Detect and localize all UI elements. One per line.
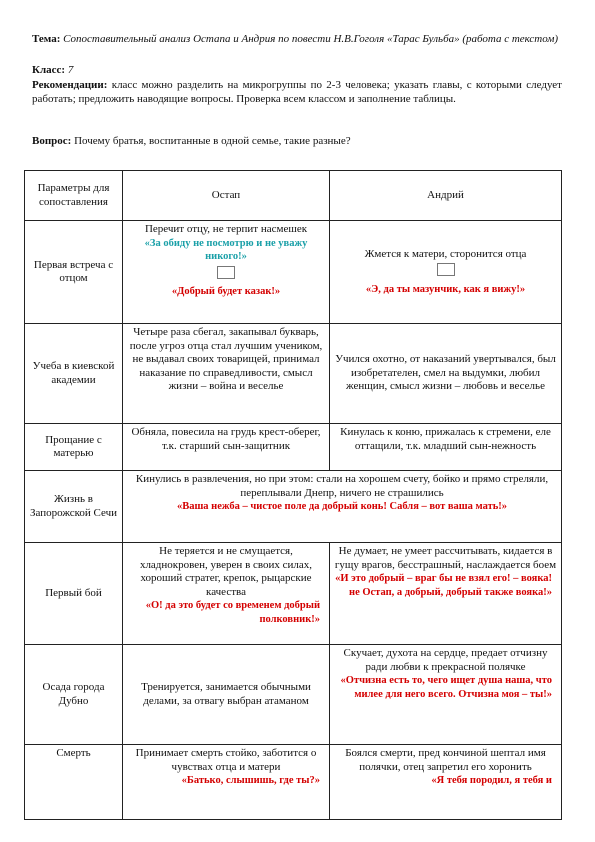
andriy-text: Кинулась к коню, прижалась к стремени, еле оттащили, т.к. младший сын-нежность [330,424,562,471]
image-placeholder-icon [217,266,235,279]
comparison-table [24,170,562,820]
table-row [25,424,562,471]
andriy-cell [330,645,562,745]
ostap-text: Тренируется, занимается обычными делами, за отвагу выбран атаманом [123,645,330,745]
andriy-quote: «Э, да ты мазунчик, как я вижу!» [365,283,526,295]
table-row [25,471,562,543]
ostap-quote: «О! да это будет со временем добрый полковник!» [145,600,320,625]
andriy-cell [330,543,562,645]
andriy-text: Не думает, не умеет рассчитывать, кидается в гущу врагов, бесстрашный, наслаждается боем [334,545,557,571]
ostap-text: Не теряется и не смущается, хладнокровен, уверен в своих силах, хороший стратег, крепок, рыцарские качества [139,545,313,598]
ostap-text: Обняла, повесила на грудь крест-оберег, т.к. старший сын-защитник [123,424,330,471]
table-row [25,543,562,645]
ostap-quote: «Батько, слышишь, где ты?» [181,775,320,786]
ostap-quote: «За обиду не посмотрю и не уважу никого!» [144,237,308,262]
header-ostap: Остап [123,171,330,221]
andriy-text: Боялся смерти, пред кончиной шептал имя полячки, отец запретил его хоронить [345,747,546,773]
table-header-row [25,171,562,221]
class-value: 7 [67,64,74,76]
table-row [25,745,562,820]
ostap-cell [123,745,330,820]
table-row [25,645,562,745]
question-line [32,134,562,148]
row-param: Прощание с матерью [25,424,123,471]
andriy-quote: «Отчизна есть то, чего ищет душа наша, что милее для него всего. Отчизна моя – ты!» [340,675,552,700]
row-param: Смерть [25,745,123,820]
ostap-text: Четыре раза сбегал, закапывал букварь, после угроз отца стал лучшим учеником, не выдавал своих товарищей, принимал наказание по справедливости, смысл жизни – война и веселье [123,324,330,424]
topic-label: Тема: [32,33,61,45]
ostap-quote-2: «Добрый будет казак!» [171,286,281,297]
question-text: Почему братья, воспитанные в одной семье, такие разные? [74,135,351,147]
row-param: Жизнь в Запорожской Сечи [25,471,123,543]
ostap-text: Перечит отцу, не терпит насмешек [144,223,308,235]
table-row [25,324,562,424]
andriy-cell [330,221,562,324]
ostap-cell [123,221,330,324]
both-cell [123,471,562,543]
andriy-quote: «И это добрый – враг бы не взял его! – вояка! не Остап, а добрый, добрый также вояка!» [335,573,552,598]
ostap-text: Принимает смерть стойко, заботится о чувствах отца и матери [135,747,317,773]
topic-text: Сопоставительный анализ Остапа и Андрия по повести Н.В.Гоголя «Тарас Бульба» (работа с текстом) [63,33,559,45]
andriy-text: Скучает, духота на сердце, предает отчизну ради любви к прекрасной полячке [343,647,548,673]
row-param: Учеба в киевской академии [25,324,123,424]
question-label: Вопрос: [32,135,72,147]
andriy-cell [330,745,562,820]
class-line [32,63,562,77]
recommendations [32,78,562,106]
image-placeholder-icon [437,263,455,276]
topic-line [32,32,562,46]
rec-label: Рекомендации: [32,79,108,91]
both-quote: «Ваша нежба – чистое поле да добрый конь! Сабля – вот ваша мать!» [176,501,508,512]
class-label: Класс: [32,64,66,76]
row-param: Осада города Дубно [25,645,123,745]
andriy-text: Учился охотно, от наказаний увертывался, был изобретателен, смел на выдумки, любил женщин, смысл жизни – любовь и веселье [330,324,562,424]
andriy-quote: «Я тебя породил, я тебя и [431,775,552,786]
table-row [25,221,562,324]
andriy-text: Жмется к матери, сторонится отца [364,247,527,260]
rec-text: класс можно разделить на микрогруппы по 2-3 человека; указать главы, с которыми следует работать; предложить наводящие вопросы. Проверка всем классом и заполнение таблицы. [32,79,562,105]
header-params: Параметры для сопоставления [25,171,123,221]
row-param: Первый бой [25,543,123,645]
row-param: Первая встреча с отцом [25,221,123,324]
ostap-cell [123,543,330,645]
header-andriy: Андрий [330,171,562,221]
both-text: Кинулись в развлечения, но при этом: стали на хорошем счету, бойко и прямо стреляли, переплывали Днепр, ничего не страшились [135,473,549,499]
